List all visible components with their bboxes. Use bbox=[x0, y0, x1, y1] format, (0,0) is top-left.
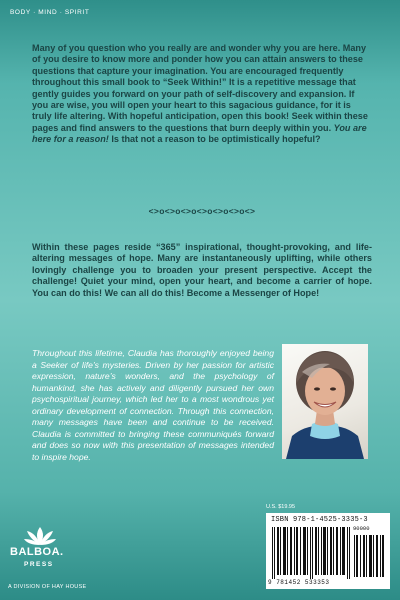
addon-barcode bbox=[354, 535, 386, 581]
publisher-division: A DIVISION OF HAY HOUSE bbox=[8, 584, 87, 590]
intro-text-3: ” It is a repetitive message that gently guides you forward on your path of self-discovery and expansion. If you are wise, you will open your heart to this sagacious guidance, for it is truly life altering. With hopeful anticipation, open this book! Seek within these pages and find answers to the questions that burn deeply within you. bbox=[32, 77, 368, 133]
isbn-text: ISBN 978-1-4525-3335-3 bbox=[271, 516, 368, 524]
publisher-name: BALBOA. bbox=[10, 546, 64, 558]
intro-paragraph bbox=[32, 43, 372, 146]
ean-barcode bbox=[270, 527, 352, 579]
here-for-reason-phrase: You are here for a reason! bbox=[32, 122, 367, 145]
addon-digits: 90000 bbox=[353, 525, 370, 532]
author-bio: Throughout this lifetime, Claudia has thoroughly enjoyed being a Seeker of life’s mysteries. Driven by her passion for artistic expression, nature’s wonders, and the psychology of humankind, she has actively and diligently pursued her own psychospiritual journey, which led her to a most wondrous yet ordinary development of connection. Through this connection, many messages have been and continue to be received. Claudia is committed to bringing these communiqués forward and does so now with this presentation of messages intended to inspire hope. bbox=[32, 348, 274, 462]
ornament-divider: <>o<>o<>o<>o<>o<>o<> bbox=[148, 206, 256, 216]
publisher-press: PRESS bbox=[24, 561, 54, 568]
author-photo bbox=[282, 344, 368, 459]
intro-text-5: Is that not a reason to be optimistically hopeful? bbox=[108, 134, 321, 145]
barcode bbox=[266, 513, 390, 589]
price-label: U.S. $19.95 bbox=[266, 504, 296, 510]
category-label: BODY · MIND · SPIRIT bbox=[10, 9, 90, 16]
summary-paragraph: Within these pages reside “365” inspirational, thought-provoking, and life-altering messages of hope. Many are instantaneously uplifting, while others lovingly challenge you to broaden your present perspective. Accept the challenge! Quiet your mind, open your heart, and become a carrier of hope. You can do this! We can all do this! Become a Messenger of Hope! bbox=[32, 242, 372, 298]
intro-text-1: Many of you question who you really are and wonder why you are here. Many of you desire to know more and ponder how you can attain answers to these questions that capture your imagination. You are encouraged frequently throughout this small book to “ bbox=[32, 43, 367, 88]
author-portrait-image bbox=[282, 344, 368, 459]
seek-within-phrase: Seek Within! bbox=[167, 77, 222, 88]
barcode-digits: 9 781452 533353 bbox=[268, 579, 330, 586]
